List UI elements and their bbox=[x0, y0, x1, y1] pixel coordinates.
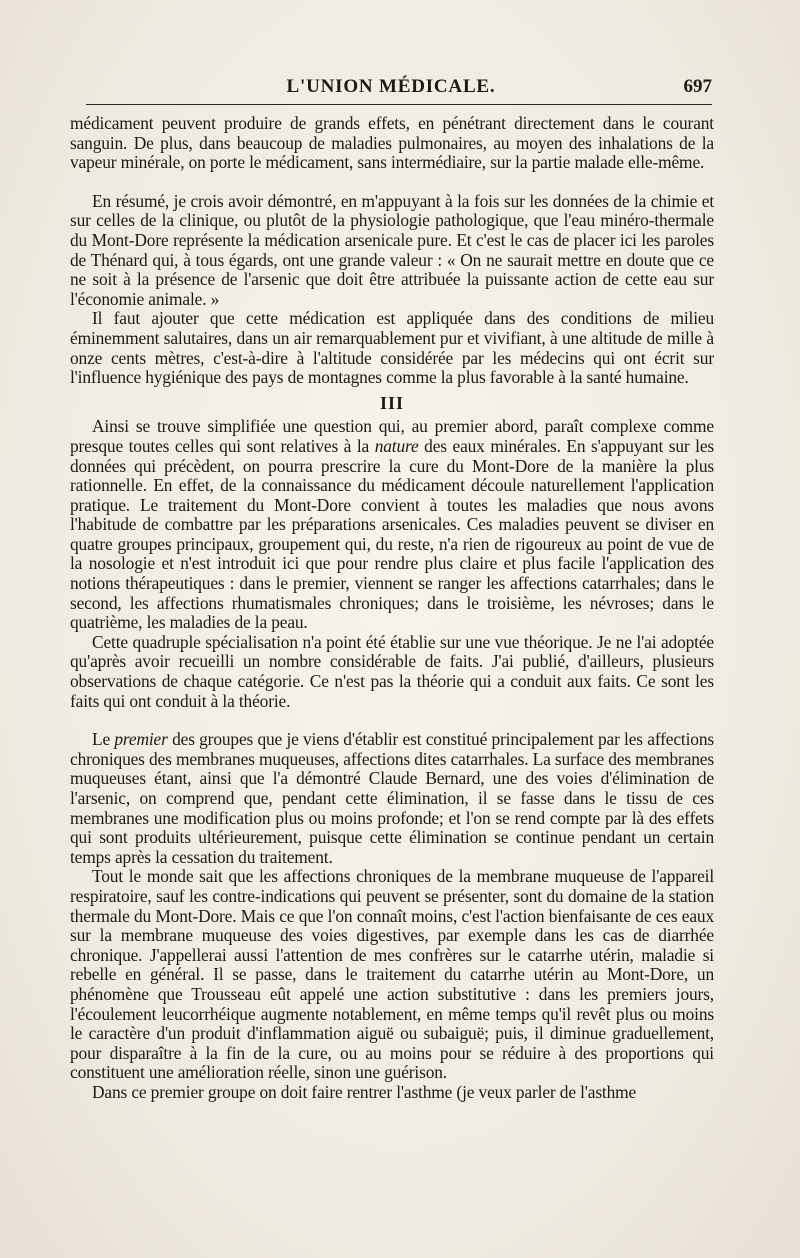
lead-word: Le bbox=[92, 729, 111, 750]
page-header bbox=[70, 76, 712, 104]
paragraph-asthma: Dans ce premier groupe on doit faire rentrer l'asthme (je veux parler de l'asthme bbox=[92, 1081, 637, 1102]
paragraph-simplified-start: Ainsi se trouve simplifiée une question qui, au premier abord, paraît complexe comme presque toutes celles qui sont relatives à la bbox=[70, 416, 714, 456]
header-rule bbox=[86, 104, 712, 105]
page-number: 697 bbox=[683, 76, 712, 97]
paragraph-respiratory: Tout le monde sait que les affections chroniques de la membrane muqueuse de l'appareil respiratoire, sauf les contre-indications qui peuvent se présenter, sont du domaine de la station thermale du Mont-Dore. Mais ce que l'on connaît moins, c'est l'action bienfaisante de ces eaux sur la membrane muqueuse des voies digestives, par exemple dans les cas de diarrhée chronique. J'appellerai aussi l'attention de mes confrères sur le catarrhe utérin, maladie si rebelle en général. Il se passe, dans le traitement du catarrhe utérin au Mont-Dore, un phénomène que Trousseau eût appelé une action substitutive : dans les premiers jours, l'écoulement leucorrhéique augmente notablement, en même temps qu'il revêt plus ou moins le caractère d'un produit d'inflammation aiguë ou subaiguë; puis, il diminue graduellement, pour disparaître à la fin de la cure, ou au moins pour se réduire à des proportions qui constituent une amélioration réelle, sinon une guérison. bbox=[70, 866, 714, 1083]
paragraph-first-group bbox=[70, 730, 714, 867]
running-title: L'UNION MÉDICALE. bbox=[286, 76, 496, 97]
body-text bbox=[70, 114, 714, 1103]
paragraph-first-group-rest: des groupes que je viens d'établir est constitué principalement par les affections chroniques des membranes muqueuses, affections dites catarrhales. La surface des membranes muqueuses étant, ainsi que l'a démontré Claude Bernard, une des voies d'élimination de l'arsenic, on comprend que, pendant cette élimination, il se fasse dans le tissu de ces membranes une modification plus ou moins profonde; et l'on se rend compte par là des effets qui sont produits ultérieurement, puisque cette élimination se continue pendant un certain temps après la cessation du traitement. bbox=[70, 729, 714, 867]
paragraph-simplified bbox=[70, 417, 714, 633]
paragraph-altitude: Il faut ajouter que cette médication est appliquée dans des conditions de milieu éminemment salutaires, dans un air remarquablement pur et vivifiant, à une altitude de mille à onze cents mètres, c'est-à-dire à l'altitude considérée par les médecins qui ont écrit sur l'influence hygiénique des pays de montagnes comme la plus favorable à la santé humaine. bbox=[70, 308, 714, 388]
paragraph-continuation: médicament peuvent produire de grands effets, en pénétrant directement dans le courant sanguin. De plus, dans beaucoup de maladies pulmonaires, au moyen des inhalations de la vapeur minérale, on porte le médicament, sans intermédiaire, sur la partie malade elle-même. bbox=[70, 113, 714, 173]
italic-premier: premier bbox=[114, 729, 168, 750]
section-heading: III bbox=[379, 392, 404, 413]
paragraph-simplified-rest: des eaux minérales. En s'appuyant sur les données qui précèdent, on pourra prescrire la cure du Mont-Dore de la manière la plus rationnelle. En effet, de la connaissance du médicament découle naturellement l'application pratique. Le traitement du Mont-Dore convient à toutes les maladies que nous avons l'habitude de combattre par les préparations arsenicales. Ces maladies peuvent se diviser en quatre groupes principaux, groupement qui, du reste, n'a rien de rigoureux au point de vue de la nosologie et n'est introduit ici que pour rendre plus claire et plus facile l'application des notions thérapeutiques : dans le premier, viennent se ranger les affections catarrhales; dans le second, les affections rhumatismales chroniques; dans le troisième, les névroses; dans le quatrième, les maladies de la peau. bbox=[70, 435, 715, 633]
paragraph-specialisation: Cette quadruple spécialisation n'a point été établie sur une vue théorique. Je ne l'ai adoptée qu'après avoir recueilli un nombre considérable de faits. J'ai publié, d'ailleurs, plusieurs observations de chaque catégorie. Ce n'est pas la théorie qui a conduit aux faits. Ce sont les faits qui ont conduit à la théorie. bbox=[70, 631, 714, 711]
italic-nature: nature bbox=[374, 435, 419, 456]
paragraph-summary: En résumé, je crois avoir démontré, en m'appuyant à la fois sur les données de la chimie et sur celles de la clinique, ou plutôt de la physiologie pathologique, que l'eau minéro-thermale du Mont-Dore représente la médication arsenicale pure. Et c'est le cas de placer ici les paroles de Thénard qui, à tous égards, ont une grande valeur : « On ne saurait mettre en doute que ce ne soit à la présence de l'arsenic que doit être attribuée la puissante action de cette eau sur l'économie animale. » bbox=[70, 190, 714, 309]
